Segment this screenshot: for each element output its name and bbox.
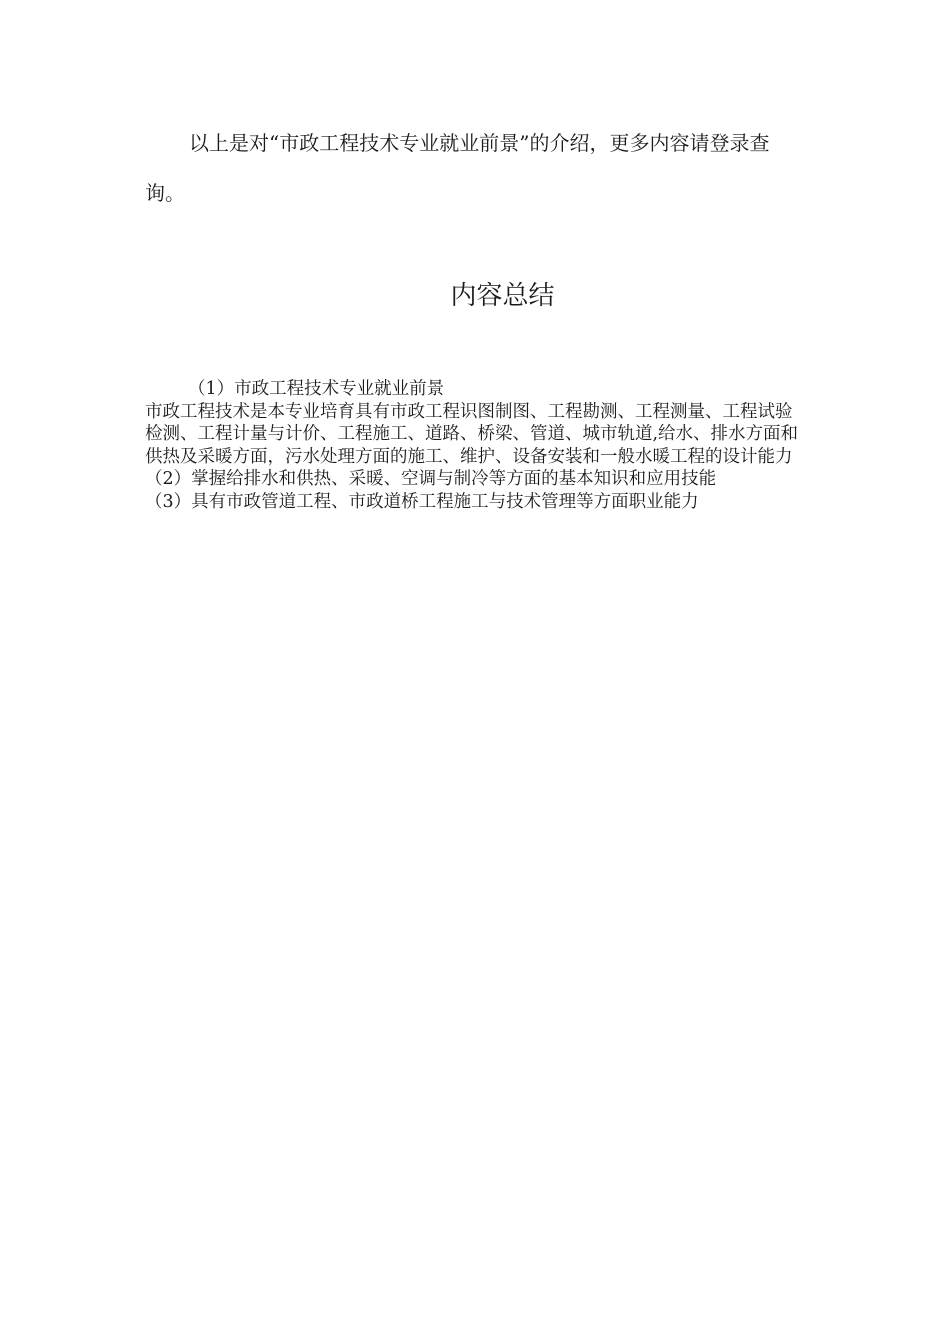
summary-item-1-body: 市政工程技术是本专业培育具有市政工程识图制图、工程勘测、工程测量、工程试验检测、工程计量与计价、工程施工、道路、桥梁、管道、城市轨道,给水、排水方面和供热及采暖方面，污水处理方面的施工、维护、设备安装和一般水暖工程的设计能力 — [145, 401, 799, 467]
summary-title: 内容总结 — [450, 281, 555, 311]
intro-paragraph: 以上是对“市政工程技术专业就业前景”的介绍，更多内容请登录查询。 — [145, 131, 770, 205]
summary-item-3: （3）具有市政管道工程、市政道桥工程施工与技术管理等方面职业能力 — [145, 491, 699, 512]
summary-item-2: （2）掌握给排水和供热、采暖、空调与制冷等方面的基本知识和应用技能 — [145, 469, 717, 489]
summary-section — [145, 378, 805, 513]
summary-item-1-heading: （1）市政工程技术专业就业前景 — [188, 379, 445, 399]
